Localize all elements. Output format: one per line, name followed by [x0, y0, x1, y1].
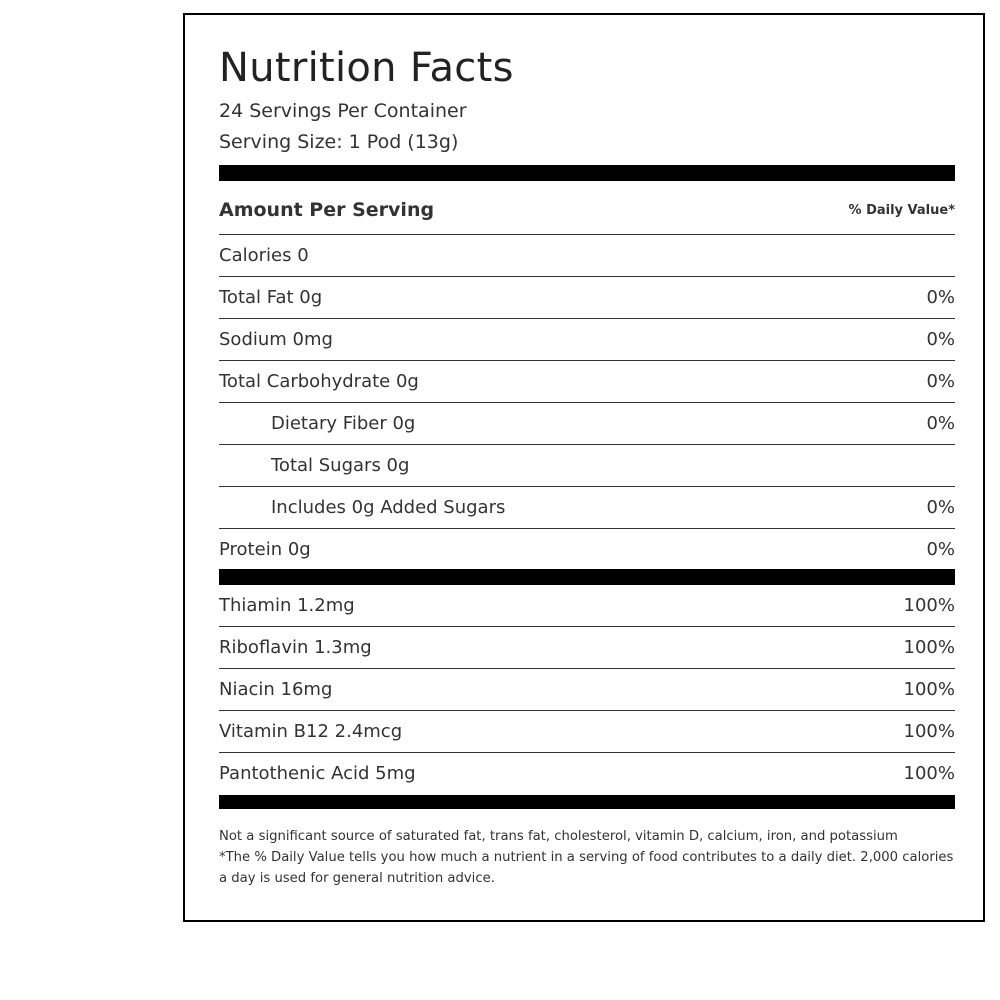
nutrient-row [219, 277, 955, 319]
vitamin-row [219, 669, 955, 711]
vitamin-row [219, 585, 955, 627]
nutrient-name: Total Fat 0g [219, 287, 323, 308]
nutrient-daily-value: 0% [926, 371, 955, 392]
vitamin-row [219, 711, 955, 753]
nutrient-name: Pantothenic Acid 5mg [219, 763, 416, 784]
nutrient-daily-value: 0% [926, 329, 955, 350]
thick-divider-bottom [219, 795, 955, 809]
nutrient-list-main [219, 235, 955, 571]
nutrient-name: Thiamin 1.2mg [219, 595, 355, 616]
nutrient-name: Riboflavin 1.3mg [219, 637, 372, 658]
nutrient-daily-value: 100% [903, 637, 955, 658]
nutrient-daily-value: 100% [903, 763, 955, 784]
footnote [219, 826, 955, 889]
amount-per-serving-label: Amount Per Serving [219, 199, 435, 221]
nutrient-daily-value: 0% [926, 497, 955, 518]
nutrient-daily-value: 0% [926, 539, 955, 560]
nutrient-row-indented [219, 487, 955, 529]
daily-value-header: % Daily Value* [848, 203, 955, 218]
footnote-not-significant-source: Not a significant source of saturated fat, trans fat, cholesterol, vitamin D, calcium, iron, and potassium [219, 829, 898, 844]
nutrient-daily-value: 100% [903, 679, 955, 700]
nutrient-name: Total Carbohydrate 0g [219, 371, 419, 392]
vitamin-row [219, 627, 955, 669]
nutrient-name: Sodium 0mg [219, 329, 333, 350]
thick-divider-top [219, 165, 955, 181]
nutrient-row [219, 319, 955, 361]
nutrient-row [219, 235, 955, 277]
nutrition-facts-panel [183, 13, 985, 922]
nutrient-name: Niacin 16mg [219, 679, 333, 700]
nutrient-daily-value: 100% [903, 721, 955, 742]
nutrient-name: Vitamin B12 2.4mcg [219, 721, 403, 742]
nutrient-name: Includes 0g Added Sugars [271, 497, 506, 518]
nutrient-list-vitamins [219, 585, 955, 795]
nutrient-name: Dietary Fiber 0g [271, 413, 416, 434]
nutrient-name: Total Sugars 0g [271, 455, 410, 476]
nutrient-name: Protein 0g [219, 539, 311, 560]
nutrient-daily-value: 0% [926, 413, 955, 434]
vitamin-row [219, 753, 955, 795]
nutrient-row [219, 361, 955, 403]
serving-size: Serving Size: 1 Pod (13g) [219, 131, 459, 153]
nutrient-name: Calories 0 [219, 245, 309, 266]
nutrient-row-indented [219, 445, 955, 487]
thick-divider-middle [219, 569, 955, 585]
nutrient-row-indented [219, 403, 955, 445]
servings-per-container: 24 Servings Per Container [219, 100, 467, 122]
footnote-daily-value-explanation: *The % Daily Value tells you how much a nutrient in a serving of food contributes to a daily diet. 2,000 calories a day is used for general nutrition advice. [219, 850, 954, 886]
nutrient-daily-value: 100% [903, 595, 955, 616]
nutrition-facts-title: Nutrition Facts [219, 45, 514, 91]
amount-per-serving-header [219, 193, 955, 235]
nutrient-daily-value: 0% [926, 287, 955, 308]
nutrient-row [219, 529, 955, 571]
